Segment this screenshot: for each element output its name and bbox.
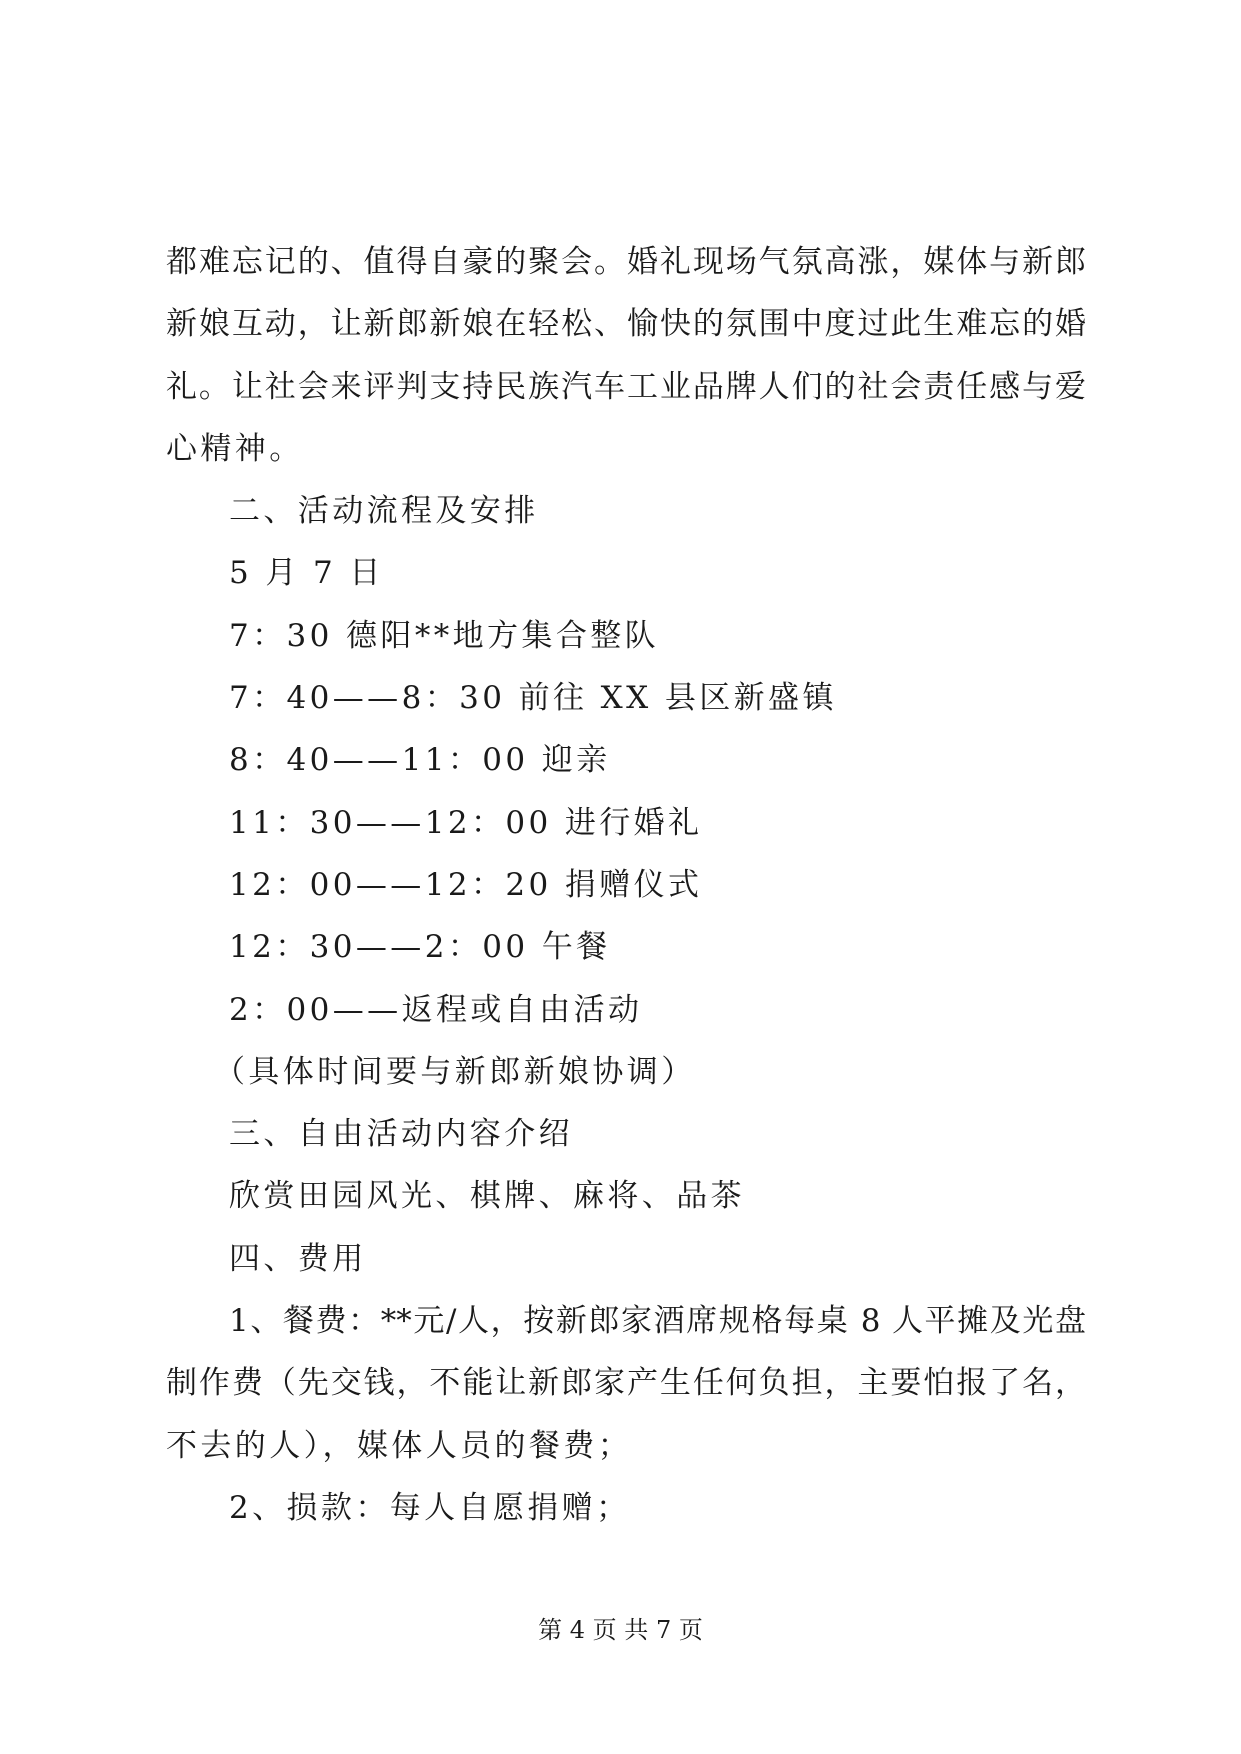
schedule-item: 12：30——2：00 午餐 bbox=[229, 929, 611, 966]
section-heading: 二、活动流程及安排 bbox=[229, 493, 539, 530]
schedule-item: 2：00——返程或自由活动 bbox=[229, 991, 643, 1028]
section-content: 欣赏田园风光、棋牌、麻将、品茶 bbox=[229, 1178, 745, 1215]
fee-item-line: 1、餐费：**元/人，按新郎家酒席规格每桌 8 人平摊及光盘 bbox=[229, 1303, 1086, 1340]
paragraph-line: 新娘互动，让新郎新娘在轻松、愉快的氛围中度过此生难忘的婚 bbox=[166, 306, 1086, 343]
schedule-item: 7：40——8：30 前往 XX 县区新盛镇 bbox=[229, 680, 837, 717]
schedule-note: （具体时间要与新郎新娘协调） bbox=[214, 1053, 696, 1090]
schedule-item: 8：40——11：00 迎亲 bbox=[229, 742, 611, 779]
fee-item: 2、损款：每人自愿捐赠； bbox=[229, 1489, 631, 1526]
paragraph-line: 都难忘记的、值得自豪的聚会。婚礼现场气氛高涨，媒体与新郎 bbox=[166, 244, 1086, 280]
paragraph-line: 礼。让社会来评判支持民族汽车工业品牌人们的社会责任感与爱 bbox=[166, 368, 1086, 405]
schedule-date: 5 月 7 日 bbox=[229, 555, 384, 592]
document-body bbox=[166, 231, 1086, 1539]
schedule-item: 11：30——12：00 进行婚礼 bbox=[229, 804, 703, 841]
section-heading: 三、自由活动内容介绍 bbox=[229, 1116, 573, 1153]
schedule-item: 12：00——12：20 捐赠仪式 bbox=[229, 866, 703, 903]
paragraph-line: 心精神。 bbox=[166, 430, 304, 467]
page-footer: 第 4 页 共 7 页 bbox=[538, 1616, 703, 1644]
fee-item-line: 不去的人），媒体人员的餐费； bbox=[166, 1427, 633, 1464]
schedule-item: 7：30 德阳**地方集合整队 bbox=[229, 617, 660, 654]
section-heading: 四、费用 bbox=[229, 1240, 367, 1277]
fee-item-line: 制作费（先交钱，不能让新郎家产生任何负担，主要怕报了名， bbox=[166, 1365, 1086, 1402]
